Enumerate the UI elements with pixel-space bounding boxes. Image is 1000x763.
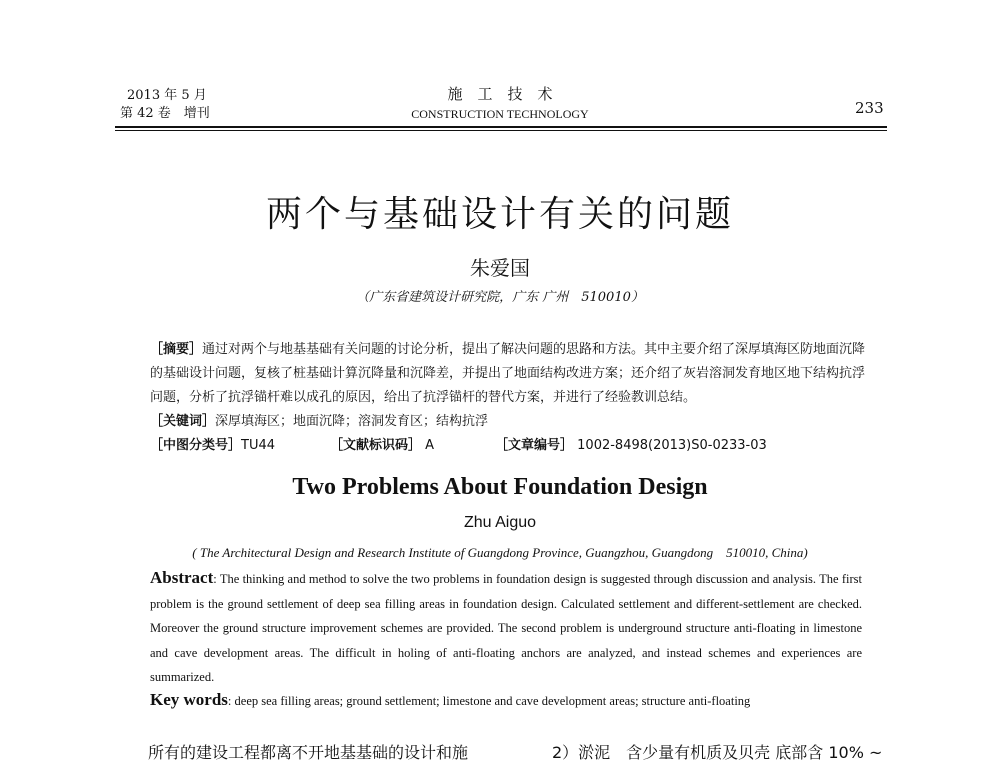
clc-label: ［中图分类号］ bbox=[150, 438, 242, 453]
header-date: 2013 年 5 月 bbox=[127, 88, 207, 103]
abstract-cn-block bbox=[150, 338, 870, 458]
keywords-cn-text: 深厚填海区；地面沉降；溶洞发育区；结构抗浮 bbox=[215, 414, 489, 429]
keywords-cn bbox=[150, 410, 870, 434]
clc-field bbox=[150, 434, 275, 458]
abstract-en-label: Abstract bbox=[150, 568, 214, 587]
affiliation-cn: （广东省建筑设计研究院，广东 广州 510010） bbox=[356, 290, 644, 305]
keywords-en-text: : deep sea filling areas; ground settlement; limestone and cave development areas; structure anti-floating bbox=[227, 694, 751, 708]
page-title-cn: 两个与基础设计有关的问题 bbox=[265, 194, 734, 235]
keywords-cn-label: ［关键词］ bbox=[150, 414, 216, 429]
article-number-value: 1002-8498(2013)S0-0233-03 bbox=[577, 438, 767, 453]
doc-code-label: ［文献标识码］ bbox=[330, 438, 422, 453]
clc-value: TU44 bbox=[241, 438, 276, 453]
doc-code-field bbox=[330, 434, 434, 458]
abstract-cn bbox=[150, 338, 870, 410]
classification-row bbox=[150, 434, 870, 458]
article-number-field bbox=[495, 434, 767, 458]
page-number: 233 bbox=[855, 99, 884, 117]
header-journal-en: CONSTRUCTION TECHNOLOGY bbox=[411, 107, 589, 121]
header-volume: 第 42 卷 增刊 bbox=[120, 106, 210, 121]
doc-code-value: A bbox=[425, 438, 435, 453]
author-en: Zhu Aiguo bbox=[463, 514, 537, 531]
body-text-right: 2）淤泥 含少量有机质及贝壳 底部含 10% ~ bbox=[552, 743, 883, 762]
keywords-en bbox=[150, 690, 862, 710]
body-text-left: 所有的建设工程都离不开地基基础的设计和施 bbox=[148, 743, 469, 762]
abstract-en-text: : The thinking and method to solve the two problems in foundation design is suggested through discussion and analysis. The first problem is the ground settlement of deep sea filling areas in foundation design. Calculated settlement and different-settlement are checked. Moreover the ground structure improvement schemes are provided. The second problem is underground structure anti-floating in limestone and cave development areas. The difficult in holing of anti-floating anchors are analyzed, and instead schemes and experiences are summarized. bbox=[150, 572, 862, 684]
keywords-en-label: Key words bbox=[150, 690, 228, 709]
abstract-cn-text: 通过对两个与地基基础有关问题的讨论分析，提出了解决问题的思路和方法。其中主要介绍了深厚填海区防地面沉降的基础设计问题，复核了桩基础计算沉降量和沉降差，并提出了地面结构改进方案；还介绍了灰岩溶洞发育地区地下结构抗浮问题，分析了抗浮锚杆难以成孔的原因，给出了抗浮锚杆的替代方案，并进行了经验教训总结。 bbox=[150, 342, 866, 405]
abstract-cn-label: ［摘要］ bbox=[150, 342, 203, 357]
header-rule-thin bbox=[115, 130, 887, 131]
header-journal-cn: 施 工 技 术 bbox=[447, 85, 553, 103]
header-rule-thick bbox=[115, 126, 887, 128]
affiliation-en: ( The Architectural Design and Research Institute of Guangdong Province, Guangzhou, Guangdong 510010, China) bbox=[192, 545, 808, 560]
abstract-en bbox=[150, 566, 862, 690]
article-number-label: ［文章编号］ bbox=[495, 438, 574, 453]
author-cn: 朱爱国 bbox=[470, 256, 530, 280]
page-title-en: Two Problems About Foundation Design bbox=[292, 474, 708, 500]
